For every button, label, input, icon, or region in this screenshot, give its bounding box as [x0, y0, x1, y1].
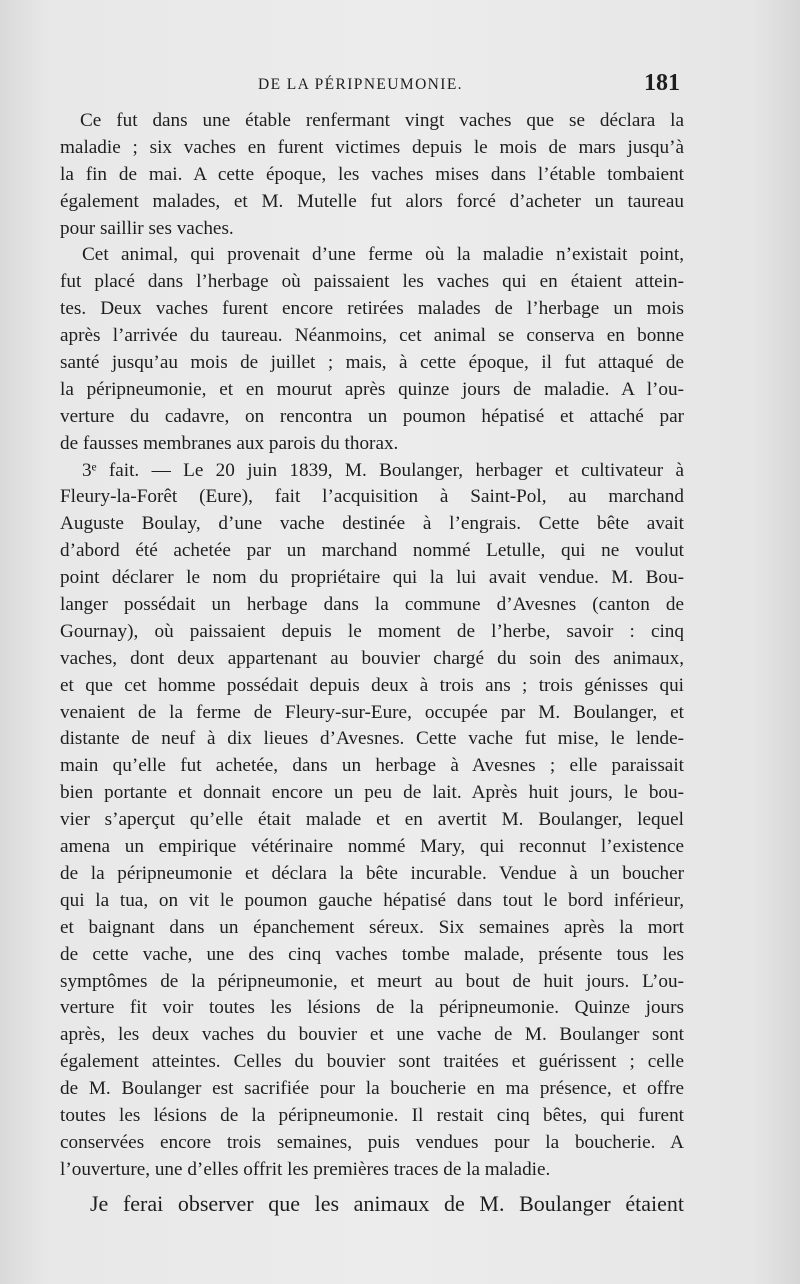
text-line: Je ferai observer que les animaux de M. Boulanger étaient	[90, 1190, 684, 1216]
text-line: maladie ; six vaches en furent victimes depuis le mois de mars jusqu’à	[60, 136, 684, 158]
text-line: après, les deux vaches du bouvier et une vache de M. Boulanger sont	[60, 1024, 684, 1046]
text-line: Auguste Boulay, d’une vache destinée à l’engrais. Cette bête avait	[60, 513, 684, 535]
text-line: fut placé dans l’herbage où paissaient les vaches qui en étaient attein-	[60, 271, 684, 293]
text-line: conservées encore trois semaines, puis vendues pour la boucherie. A	[60, 1131, 684, 1153]
text-line: également atteintes. Celles du bouvier sont traitées et guérissent ; celle	[60, 1051, 684, 1073]
text-line: également malades, et M. Mutelle fut alors forcé d’acheter un taureau	[60, 190, 684, 212]
text-line: Gournay), où paissaient depuis le moment de l’herbe, savoir : cinq	[60, 620, 684, 642]
text-line: bien portante et donnait encore un peu de lait. Après huit jours, le bou-	[60, 782, 684, 804]
text-line: 3ᵉ fait. — Le 20 juin 1839, M. Boulanger, herbager et cultivateur à	[82, 459, 684, 481]
text-line: et que cet homme possédait depuis deux à trois ans ; trois génisses qui	[60, 674, 684, 696]
running-head: DE LA PÉRIPNEUMONIE.	[258, 76, 463, 93]
text-line: symptômes de la péripneumonie, et meurt au bout de huit jours. L’ou-	[60, 970, 684, 992]
text-line: de la péripneumonie et déclara la bête incurable. Vendue à un boucher	[60, 862, 684, 884]
text-line: d’abord été achetée par un marchand nommé Letulle, qui ne voulut	[60, 540, 684, 562]
text-line: Ce fut dans une étable renfermant vingt vaches que se déclara la	[80, 110, 684, 131]
text-line: Fleury-la-Forêt (Eure), fait l’acquisition à Saint-Pol, au marchand	[60, 486, 684, 508]
page-header	[0, 70, 800, 102]
text-line: l’ouverture, une d’elles offrit les premières traces de la maladie.	[60, 1158, 551, 1180]
text-line: la fin de mai. A cette époque, les vaches mises dans l’étable tombaient	[60, 163, 684, 185]
text-line: vier s’aperçut qu’elle était malade et en avertit M. Boulanger, lequel	[60, 809, 684, 831]
text-line: Cet animal, qui provenait d’une ferme où la maladie n’existait point,	[82, 244, 684, 266]
text-line: de M. Boulanger est sacrifiée pour la boucherie en ma présence, et offre	[60, 1078, 684, 1100]
text-line: main qu’elle fut achetée, dans un herbage à Avesnes ; elle paraissait	[60, 755, 684, 777]
text-line: la péripneumonie, et en mourut après quinze jours de maladie. A l’ou-	[60, 378, 684, 400]
text-line: et baignant dans un épanchement séreux. Six semaines après la mort	[60, 916, 684, 938]
text-line: distante de neuf à dix lieues d’Avesnes. Cette vache fut mise, le lende-	[60, 728, 684, 750]
text-line: venaient de la ferme de Fleury-sur-Eure, occupée par M. Boulanger, et	[60, 701, 684, 723]
page-number: 181	[644, 70, 680, 96]
text-line: santé jusqu’au mois de juillet ; mais, à cette époque, il fut attaqué de	[60, 352, 684, 374]
text-line: toutes les lésions de la péripneumonie. Il restait cinq bêtes, qui furent	[60, 1104, 684, 1126]
text-line: verture du cadavre, on rencontra un poumon hépatisé et attaché par	[60, 405, 684, 427]
text-line: pour saillir ses vaches.	[60, 217, 234, 239]
text-line: verture fit voir toutes les lésions de la péripneumonie. Quinze jours	[60, 997, 684, 1019]
text-line: de fausses membranes aux parois du thorax.	[60, 432, 399, 454]
text-line: de cette vache, une des cinq vaches tombe malade, présente tous les	[60, 943, 684, 965]
text-line: tes. Deux vaches furent encore retirées malades de l’herbage un mois	[60, 298, 684, 320]
text-line: après l’arrivée du taureau. Néanmoins, cet animal se conserva en bonne	[60, 325, 684, 347]
text-line: point déclarer le nom du propriétaire qui la lui avait vendue. M. Bou-	[60, 567, 684, 589]
text-line: qui la tua, on vit le poumon gauche hépatisé dans tout le bord inférieur,	[60, 889, 684, 911]
text-line: langer possédait un herbage dans la commune d’Avesnes (canton de	[60, 594, 684, 616]
text-line: amena un empirique vétérinaire nommé Mary, qui reconnut l’existence	[60, 836, 684, 858]
text-line: vaches, dont deux appartenant au bouvier chargé du soin des animaux,	[60, 647, 684, 669]
body-text	[60, 108, 684, 1224]
